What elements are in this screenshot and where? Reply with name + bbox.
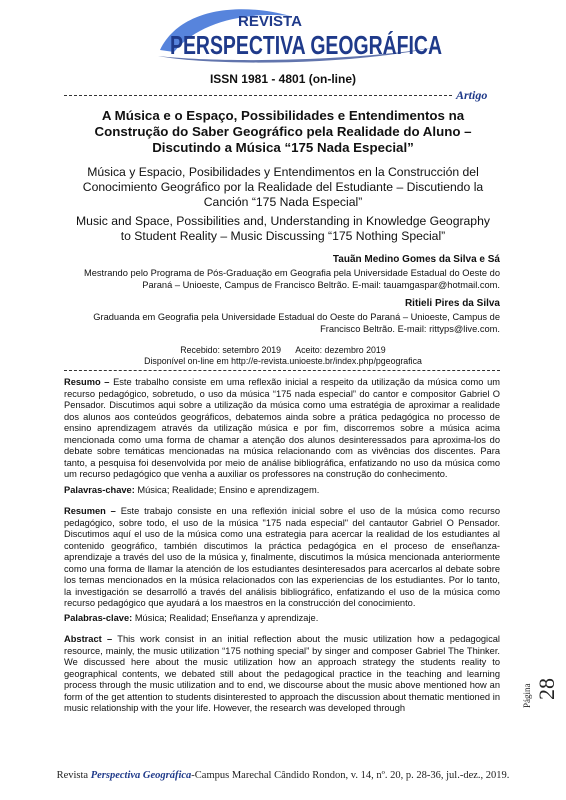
dates-block — [0, 345, 566, 367]
abstract-paragraph — [64, 634, 500, 715]
title-english: Music and Space, Possibilities and, Understanding in Knowledge Geography to Student Reality – Music Discussing “175 Nothing Special” — [76, 214, 490, 243]
author-name-1: Tauãn Medino Gomes da Silva e Sá — [332, 254, 500, 265]
section-label: Artigo — [456, 88, 488, 102]
logo-line2: PERSPECTIVA GEOGRÁFICA — [170, 30, 443, 60]
resumen-text: Este trabajo consiste en una reflexión inicial sobre el uso de la música como recurso pedagógico, sobre todo, el uso de la música "175 nada especial" del cantautor Gabriel O Pensador. Discutimos aquí el uso de la música como una estrategia para acercar la realidad de los estudiantes al contenido geográfico, también discutimos la práctica pedagógica en el proceso de enseñanza-aprendizaje a través del uso de la música y, finalmente, discutimos la música mencionada anteriormente como una forma de llamar la atención de los estudiantes desinteresados para acercarlos al debate sobre los temas mencionados en la música relacionados con las experiencias de los estudiantes. Por lo tanto, la investigación se desarrolló a través del análisis bibliográfico, enfatizando el uso de la música como recurso pedagógico que ayudará a los maestros en la construcción del conocimiento. — [64, 506, 500, 608]
abstract-label: Abstract – — [64, 634, 113, 644]
abstract-text: This work consist in an initial reflection about the music utilization how a pedagogical resource, mainly, the music utilization “175 nothing special” by singer and composer Gabriel The Thinker. We discussed here about the music utilization how an approach strategy the students reality to geographical contents, we debated still about the pedagogical practice in the teaching and learning process through the music utilization and to end, we discourse about the music above mentioned how an form of the get attention to students disinterested to approach the discussion about thematic mentioned in music relationship with the your life. However, the research was developed through — [64, 634, 500, 713]
footer-rest: -Campus Marechal Cândido Rondon, v. 14, nº. 20, p. 28-36, jul.-dez., 2019. — [191, 770, 510, 781]
palavras-label: Palavras-chave: — [64, 485, 135, 495]
header-divider — [64, 95, 452, 96]
page-number — [512, 650, 562, 710]
resumen-paragraph — [64, 506, 500, 610]
footer-citation — [0, 770, 566, 781]
footer-journal-name: Perspectiva Geográfica — [90, 770, 192, 781]
resumo-text: Este trabalho consiste em uma reflexão inicial a respeito da utilização da música como um recurso pedagógico, sobretudo, o uso da música “175 nada especial” do cantor e compositor Gabriel O Pensador. Discutimos aqui sobre a utilização da música como uma estratégia de aproximar a realidade dos alunos aos conteúdos geográficos, debatemos ainda sobre a prática pedagógica no processo de ensino aprendizagem através da utilização música e por fim, discorremos sobre a música acima mencionada como uma forma de chamar a atenção dos alunos desinteressados para aproxima-los do debate sobre temáticas mencionadas na música relacionando com as vivências dos discentes. Para tanto, a pesquisa foi desenvolvida por meio de análise bibliográfica, enfatizando no uso da música como um recurso pedagógico que venha a auxiliar os professores na construção do conhecimento. — [64, 377, 500, 479]
author-name-2: Ritieli Pires da Silva — [404, 298, 500, 309]
logo-line1: REVISTA — [238, 13, 302, 30]
title-spanish: Música y Espacio, Posibilidades y Entendimentos en la Construcción del Conocimiento Geográfico por la Realidade del Estudiante – Discutiendo la Canción “175 Nada Especial” — [82, 165, 484, 209]
received-accepted: Recebido: setembro 2019 Aceito: dezembro 2019 — [180, 345, 386, 355]
palabras-text: Música; Realidad; Enseñanza y aprendizaje. — [132, 613, 319, 623]
author-affiliation-2: Graduanda em Geografia pela Universidade Estadual do Oeste do Paraná – Unioeste, Campus de Francisco Beltrão. E-mail: rittyps@live.com. — [93, 312, 500, 334]
palavras-text: Música; Realidade; Ensino e aprendizagem. — [134, 485, 320, 495]
page-number-value: 28 — [534, 678, 559, 700]
resumo-label: Resumo – — [64, 377, 110, 387]
palabras-clave — [64, 613, 500, 625]
footer-prefix: Revista — [56, 770, 91, 781]
page-label: Página — [522, 683, 532, 708]
resumo-paragraph — [64, 377, 500, 481]
palavras-chave — [64, 485, 500, 497]
author-affiliation-1: Mestrando pelo Programa de Pós-Graduação em Geografia pela Universidade Estadual do Oeste do Paraná – Unioeste, Campus de Francisco Beltrão. E-mail: tauamgaspar@hotmail.com. — [83, 268, 500, 290]
issn: ISSN 1981 - 4801 (on-line) — [209, 72, 357, 86]
palabras-label: Palabras-clave: — [64, 613, 133, 623]
dates-divider — [64, 370, 500, 371]
title-portuguese: A Música e o Espaço, Possibilidades e Entendimentos na Construção do Saber Geográfico pela Realidade do Aluno – Discutindo a Música “175 Nada Especial” — [94, 108, 472, 155]
resumen-label: Resumen – — [64, 506, 116, 516]
journal-logo — [150, 6, 450, 68]
available-online: Disponível on-line em http://e-revista.unioeste.br/index.php/pgeografica — [144, 356, 422, 366]
